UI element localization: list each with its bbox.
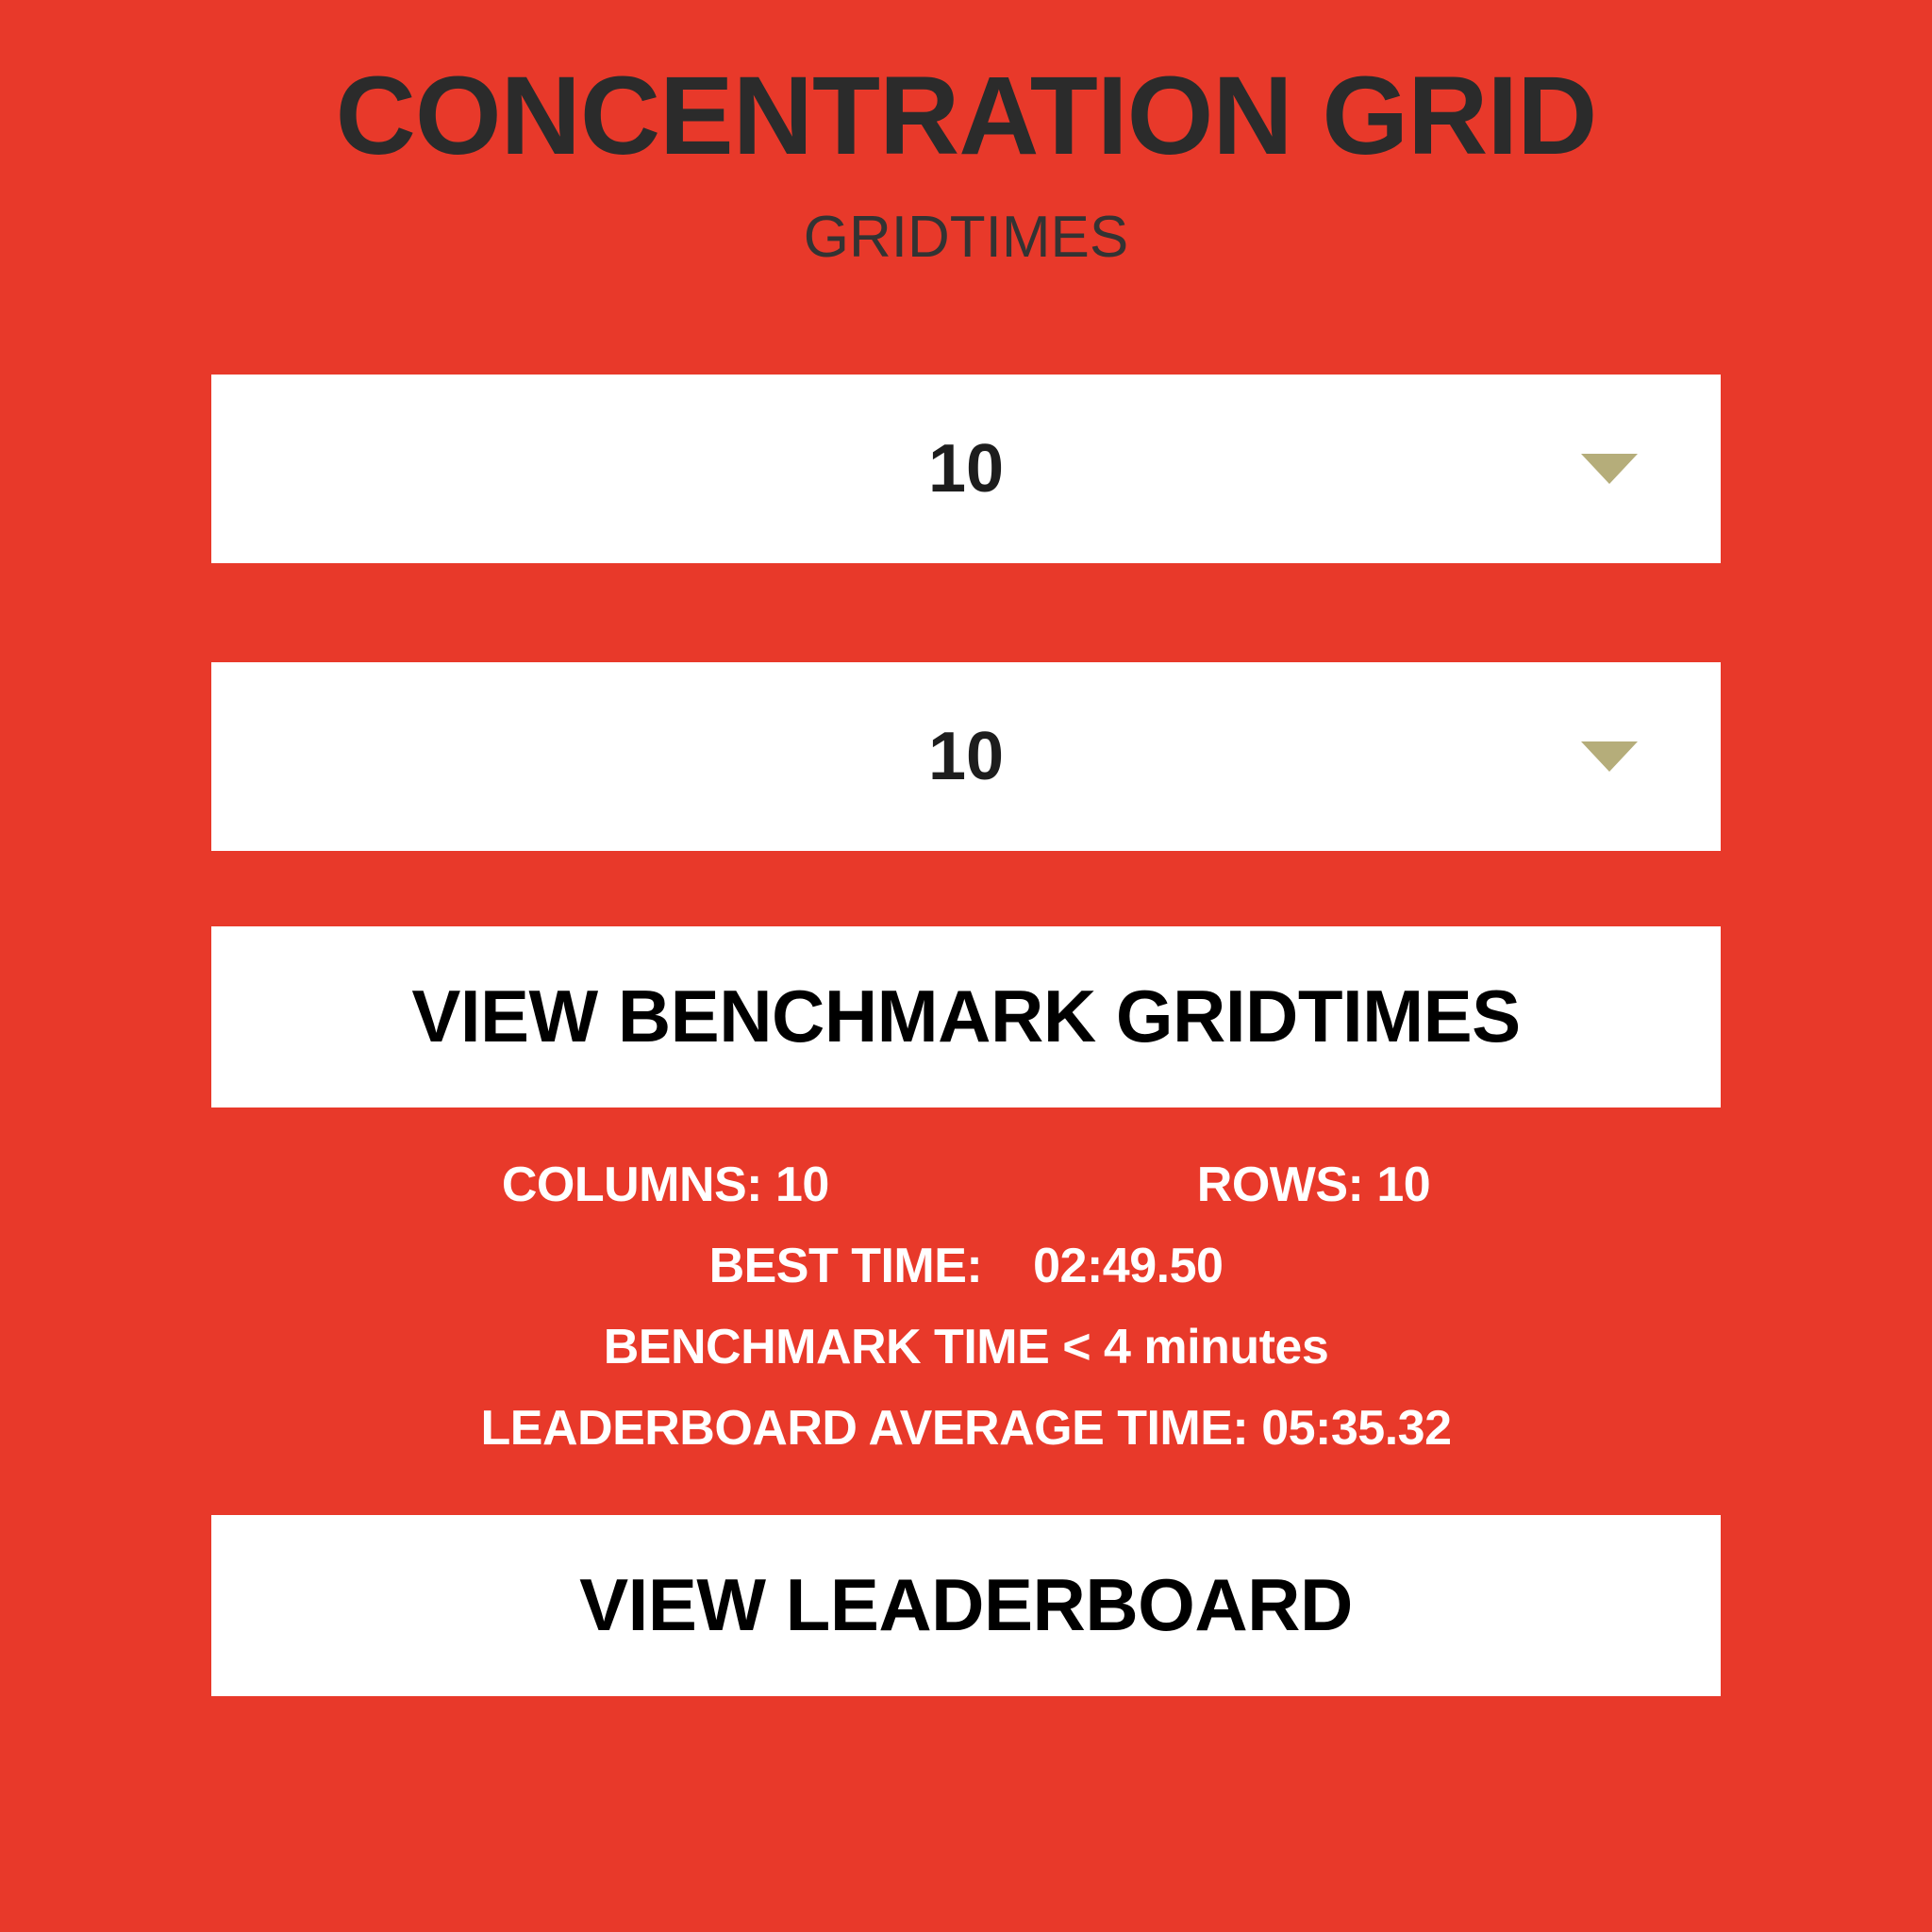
- best-time-value: 02:49.50: [1033, 1238, 1224, 1293]
- columns-select-value: 10: [927, 430, 1005, 507]
- best-time-label: BEST TIME:: [708, 1238, 983, 1293]
- page-subtitle: GRIDTIMES: [803, 204, 1129, 270]
- rows-stat: ROWS: 10: [1196, 1157, 1431, 1212]
- view-leaderboard-button[interactable]: [211, 1515, 1721, 1696]
- columns-stat: COLUMNS: 10: [501, 1157, 829, 1212]
- view-leaderboard-label: VIEW LEADERBOARD: [579, 1563, 1353, 1647]
- rows-select[interactable]: [211, 662, 1721, 851]
- view-benchmark-gridtimes-button[interactable]: [211, 926, 1721, 1108]
- best-time-stat: [211, 1238, 1721, 1294]
- leaderboard-average-stat: LEADERBOARD AVERAGE TIME: 05:35.32: [480, 1400, 1452, 1456]
- page-title: CONCENTRATION GRID: [335, 54, 1597, 178]
- benchmark-time-stat: BENCHMARK TIME < 4 minutes: [603, 1319, 1329, 1374]
- view-benchmark-gridtimes-label: VIEW BENCHMARK GRIDTIMES: [411, 974, 1521, 1058]
- chevron-down-icon: [1581, 741, 1638, 772]
- chevron-down-icon: [1581, 454, 1638, 484]
- stats-panel: [211, 1157, 1721, 1457]
- rows-select-value: 10: [927, 718, 1005, 794]
- stats-row-columns-rows: [211, 1157, 1721, 1213]
- columns-select[interactable]: [211, 375, 1721, 563]
